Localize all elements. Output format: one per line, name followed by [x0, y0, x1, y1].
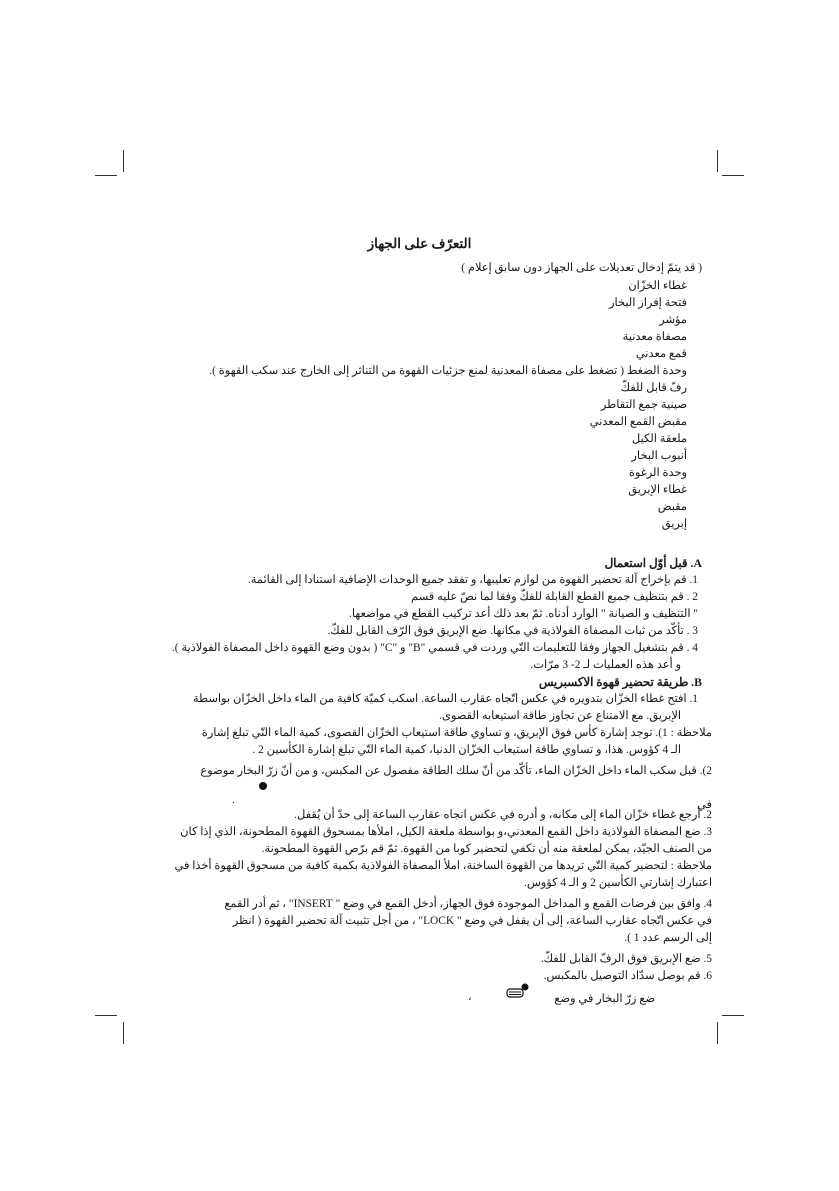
- section-b-line: 4. وافق بين فرضات القمع و المداخل الموجودة فوق الجهاز، أدخل القمع في وضع " INSERT" ، ثم أدر القمع: [224, 898, 712, 910]
- section-b-line: إلى الرسم عدد 1 ).: [624, 932, 712, 944]
- section-a-line: " التنظيف و الصيانة " الوارد أدناه. ثمّ بعد ذلك أعد تركيب القطع في مواضعها.: [348, 608, 698, 620]
- section-b-line: 5. ضع الإبريق فوق الرفّ القابل للفكّ.: [540, 953, 712, 965]
- section-a-line: 4 . قم بتشغيل الجهاز وفقا للتعليمات التّي وردت في قسمي "B" و "C" ( بدون وضع القهوة داخل المصفاة الفولاذية ).: [171, 642, 698, 654]
- section-b-heading: B. طريقة تحضير قهوة الاكسبريس: [538, 675, 702, 689]
- period-glyph: .: [232, 794, 235, 806]
- section-a-heading: A. قبل أوّل استعمال: [604, 556, 702, 570]
- part-item: غطاء الخزّان: [628, 280, 687, 292]
- comma-glyph: ،: [468, 991, 472, 1003]
- part-item: وحدة الرغوة: [628, 467, 687, 479]
- part-item: فتحة إفراز البخار: [609, 297, 687, 309]
- part-item: صينية جمع التقاطر: [600, 399, 687, 411]
- section-b-line: ملاحظة : لتحضير كمية التّي تريدها من القهوة الساخنة، املأ المصفاة الفولاذية بكمية كافية من مسحوق القهوة أخذا في: [174, 860, 712, 872]
- section-b-line: 3. ضع المصفاة الفولاذية داخل القمع المعدني،و بواسطة ملعقة الكيل، املأها بمسحوق القهوة المطحونة، الذي إذا كان: [180, 826, 712, 838]
- section-b-line-text: في: [697, 799, 712, 811]
- section-a-line: و أعد هذه العمليات لـ 2- 3 مرّات.: [530, 659, 681, 671]
- part-item: مؤشر: [659, 314, 687, 326]
- section-b-line: الإبريق. مع الامتناع عن تجاوز طاقة استيعابه القصوى.: [439, 710, 681, 722]
- part-item: رفّ قابل للفكّ: [620, 382, 687, 394]
- section-b-line: ضع زرّ البخار في وضع: [554, 993, 655, 1005]
- part-item: مصفاة معدنية: [622, 331, 687, 343]
- part-item: قمع معدني: [635, 348, 687, 360]
- section-b-line: في عكس اتّجاه عقارب الساعة، إلى أن يقفل في وضع " LOCK" ، من أجل تثبيت آلة تحضير القهوة ( انظر: [232, 915, 712, 927]
- notice-text: ( قد يتمّ إدخال تعديلات على الجهاز دون سابق إعلام ): [461, 262, 702, 274]
- part-item: ملعقة الكيل: [631, 433, 687, 445]
- part-item: مقبض: [657, 501, 687, 513]
- section-b-line: ملاحظة : 1). توجد إشارة كأس فوق الإبريق، و تساوي طاقة استيعاب الخزّان القصوى، كمية الماء التّي تبلغ إشارة: [201, 727, 712, 739]
- section-b-line: 1. افتح غطاء الخزّان بتدويره في عكس اتّجاه عقارب الساعة. اسكب كميّة كافية من الماء داخل الخزّان بواسطة: [192, 693, 698, 705]
- section-b-line: 2). قبل سكب الماء داخل الخزّان الماء، تأكّد من أنّ سلك الطاقة مفصول عن المكبس، و من أنّ زرّ البخار موضوع: [200, 765, 712, 777]
- part-item: وحدة الضغط ( تضغط على مصفاة المعدنية لمنع جزئيات القهوة من التناثر إلى الخارج عند سكب القهوة ).: [209, 365, 687, 377]
- section-b-line: من الصنف الجيّد، يمكن لملعقة منه أن تكفي لتحضير كوبا من القهوة. ثمّ قم برّص القهوة المطحونة.: [261, 843, 712, 855]
- part-item: أنبوب البخار: [631, 450, 687, 462]
- section-a-line: 2 . قم بتنظيف جميع القطع القابلة للفكّ وفقا لما نصّ عليه قسم: [411, 591, 698, 603]
- part-item: غطاء الإبريق: [628, 484, 687, 496]
- section-a-line: 1. قم بإخراج آلة تحضير القهوة من لوازم تعليبها، و تفقد جميع الوحدات الإضافية استنادا إلى القائمة.: [247, 574, 698, 586]
- section-a-line: 3 . تأكّد من ثبات المصفاة الفولاذية في مكانها. ضع الإبريق فوق الرّف القابل للفكّ.: [327, 625, 698, 637]
- section-b-line: 6. قم بوصل سدّاد التوصيل بالمكبس.: [543, 970, 712, 982]
- section-b-line: 2. أرجع غطاء خزّان الماء إلى مكانه، و أدره في عكس اتجاه عقارب الساعة إلى حدّ أن يُقفل.: [294, 809, 712, 821]
- part-item: إبريق: [661, 518, 687, 530]
- steam-cup-icon: [505, 983, 531, 999]
- page-title: التعرّف على الجهاز: [367, 236, 472, 251]
- filled-circle-icon: [259, 782, 267, 790]
- part-item: مقبض القمع المعدني: [589, 416, 687, 428]
- section-b-line: الـ 4 كؤوس. هذا، و تساوي طاقة استيعاب الخزّان الدنيا، كمية الماء التّي تبلغ إشارة الكأسين 2 .: [252, 744, 681, 756]
- section-b-line: اعتبارك إشارتي الكأسين 2 و الـ 4 كؤوس.: [524, 877, 712, 889]
